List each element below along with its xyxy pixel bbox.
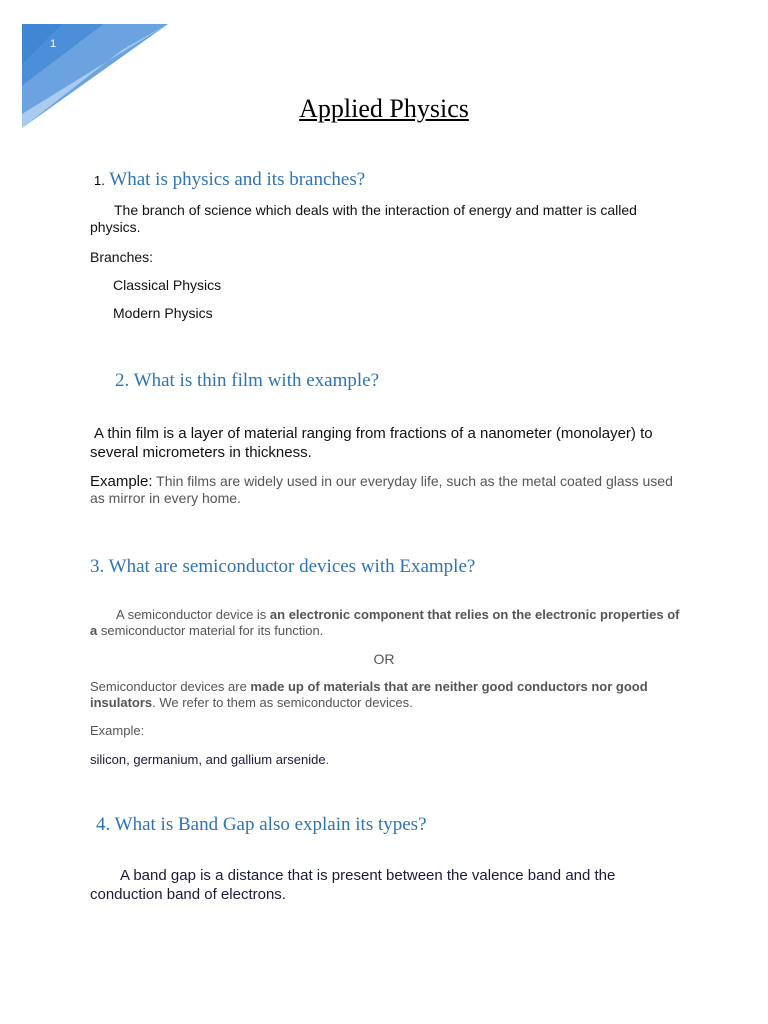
q2-definition: A thin film is a layer of material ranging from fractions of a nanometer (monolayer) to several micrometers in thickness. <box>90 425 653 461</box>
q3-example-period: . <box>325 752 330 767</box>
q3-def1-end: semiconductor material for its function. <box>97 623 324 638</box>
q4-definition: A band gap is a distance that is present between the valence band and the conduction band of electrons. <box>90 867 616 903</box>
q3-def2-end: . We refer to them as semiconductor devices. <box>152 695 413 710</box>
q3-definition-1 <box>90 607 680 639</box>
question-1-number: 1. <box>94 173 105 188</box>
page-number: 1 <box>50 38 57 50</box>
question-4-heading: 4. What is Band Gap also explain its types? <box>96 814 427 835</box>
q3-def1-bold: an electronic component that relies on the electronic properties of a <box>90 607 680 638</box>
document-title: Applied Physics <box>299 94 469 123</box>
q2-example <box>90 473 680 507</box>
q1-definition: The branch of science which deals with the interaction of energy and matter is called physics. <box>90 202 637 235</box>
q2-example-text: Thin films are widely used in our everyday life, such as the metal coated glass used as mirror in every home. <box>90 473 673 506</box>
q2-example-label: Example: <box>90 473 153 490</box>
q1-branch-item: Modern Physics <box>113 305 213 321</box>
q1-branches-label: Branches: <box>90 249 154 265</box>
q3-definition-2 <box>90 679 680 711</box>
q3-example-materials: silicon, germanium, and gallium arsenide <box>90 752 326 767</box>
q3-def2-start: Semiconductor devices are <box>90 679 251 694</box>
question-1-text: What is physics and its branches? <box>109 169 366 190</box>
question-3-heading: 3. What are semiconductor devices with Example? <box>90 556 476 577</box>
q3-def2-bold: made up of materials that are neither good conductors nor good insulators <box>90 679 648 710</box>
q3-def1-start: A semiconductor device is <box>116 607 270 622</box>
q3-example-label: Example: <box>90 723 145 738</box>
q3-example-text <box>90 751 329 768</box>
question-2-heading: 2. What is thin film with example? <box>115 370 380 391</box>
q1-branch-item: Classical Physics <box>113 277 222 293</box>
question-1-heading <box>94 169 365 191</box>
q3-or: OR <box>373 651 395 667</box>
